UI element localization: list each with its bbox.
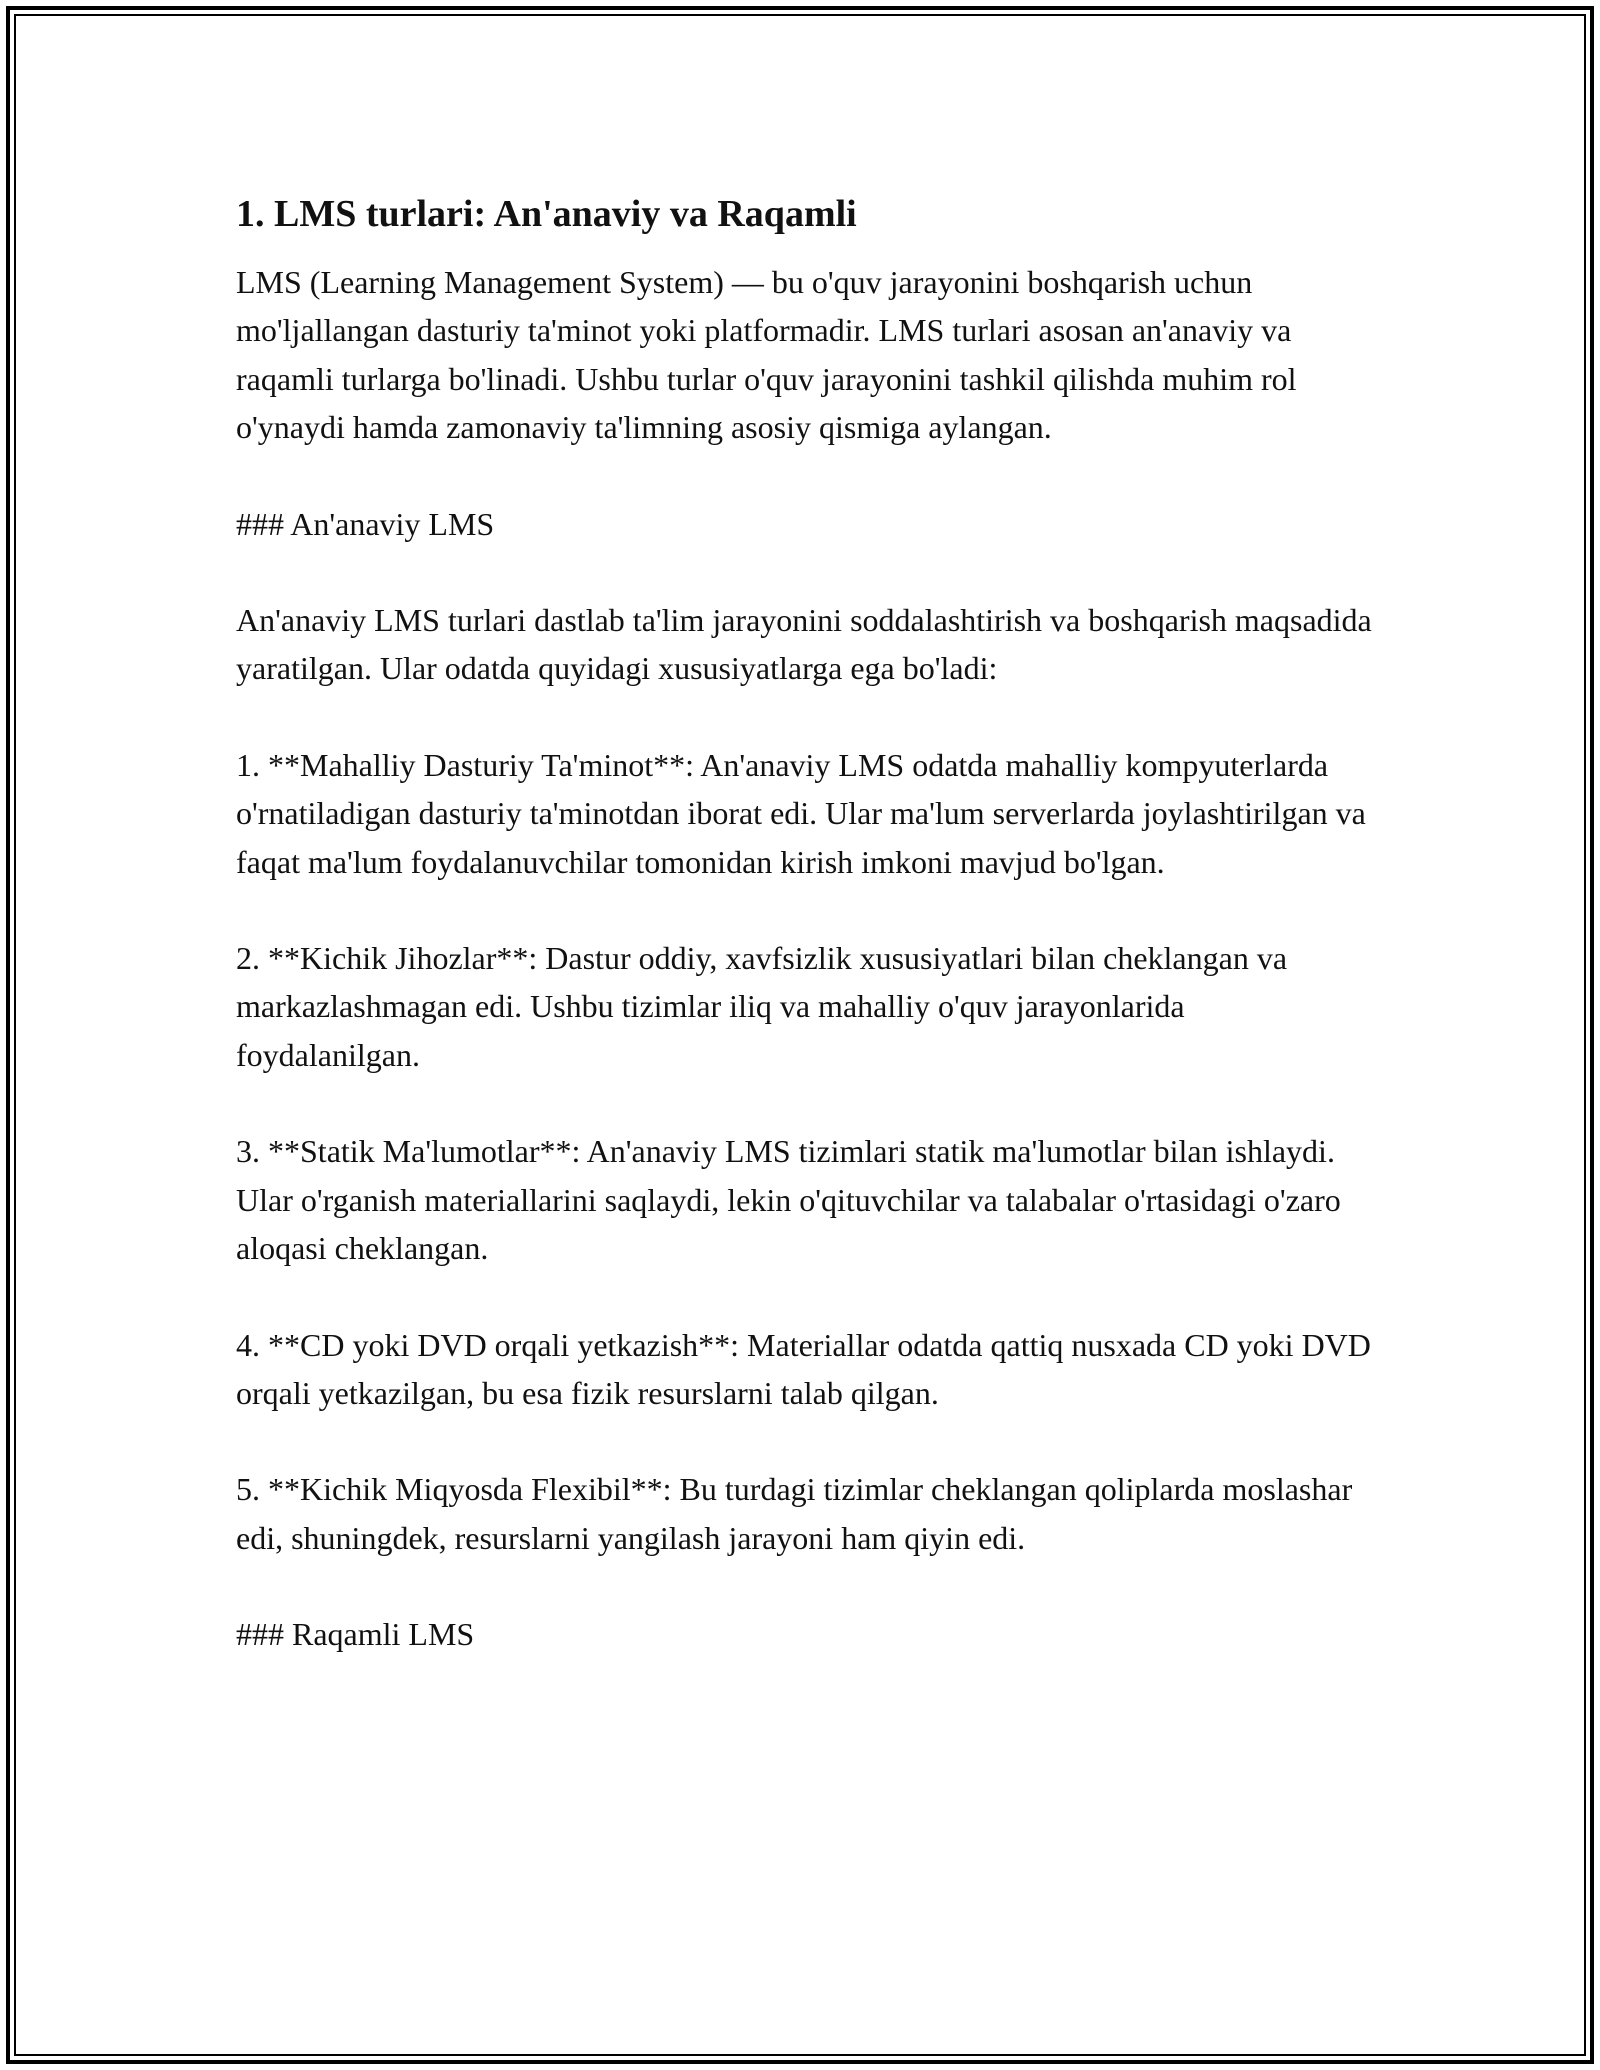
list-item: 5. **Kichik Miqyosda Flexibil**: Bu turdagi tizimlar cheklangan qoliplarda moslashar edi, shuningdek, resurslarni yangilash jarayoni ham qiyin edi. (236, 1471, 1353, 1556)
list-item: 1. **Mahalliy Dasturiy Ta'minot**: An'anaviy LMS odatda mahalliy kompyuterlarda o'rnatiladigan dasturiy ta'minotdan iborat edi. Ular ma'lum serverlarda joylashtirilgan va faqat ma'lum foydalanuvchilar tomonidan kirish imkoni mavjud bo'lgan. (236, 746, 1366, 880)
list-item: 4. **CD yoki DVD orqali yetkazish**: Materiallar odatda qattiq nusxada CD yoki DVD orqali yetkazilgan, bu esa fizik resurslarni talab qilgan. (236, 1326, 1371, 1411)
document-body (236, 188, 1376, 1659)
section-heading-digital: ### Raqamli LMS (236, 1616, 475, 1653)
section-intro-paragraph: An'anaviy LMS turlari dastlab ta'lim jarayonini soddalashtirish va boshqarish maqsadida yaratilgan. Ular odatda quyidagi xususiyatlarga ega bo'ladi: (236, 602, 1372, 687)
list-item: 2. **Kichik Jihozlar**: Dastur oddiy, xavfsizlik xususiyatlari bilan cheklangan va markazlashmagan edi. Ushbu tizimlar iliq va mahalliy o'quv jarayonlarida foydalanilgan. (236, 940, 1288, 1073)
document-title: 1. LMS turlari: An'anaviy va Raqamli (236, 193, 857, 235)
intro-paragraph: LMS (Learning Management System) — bu o'quv jarayonini boshqarish uchun mo'ljallangan dasturiy ta'minot yoki platformadir. LMS turlari asosan an'anaviy va raqamli turlarga bo'linadi. Ushbu turlar o'quv jarayonini tashkil qilishda muhim rol o'ynaydi hamda zamonaviy ta'limning asosiy qismiga aylangan. (236, 264, 1297, 446)
list-item: 3. **Statik Ma'lumotlar**: An'anaviy LMS tizimlari statik ma'lumotlar bilan ishlaydi. Ular o'rganish materiallarini saqlaydi, lekin o'qituvchilar va talabalar o'rtasidagi o'zaro aloqasi cheklangan. (236, 1133, 1341, 1267)
section-heading-traditional: ### An'anaviy LMS (236, 505, 495, 542)
